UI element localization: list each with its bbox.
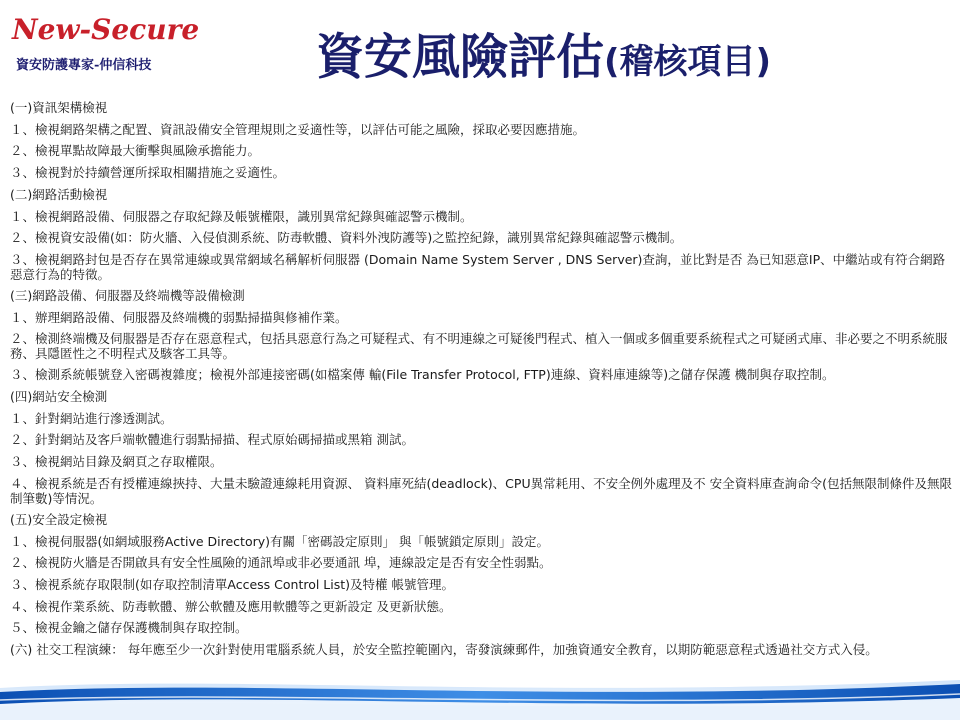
audit-item: ２、檢視防火牆是否開啟具有安全性風險的通訊埠或非必要通訊 埠，連線設定是否有安全性弱點。 [10,555,552,571]
section-heading: (二)網路活動檢視 [10,186,108,202]
section-heading: (五)安全設定檢視 [10,511,108,527]
page-title-main: 資安風險評估 [316,29,605,85]
logo [12,14,202,73]
audit-item: ４、檢視系統是否有授權連線挾持、大量未驗證連線耗用資源、 資料庫死結(deadlock)、CPU異常耗用、不安全例外處理及不 安全資料庫查詢命令(包括無限制條件及無限制筆數)等情況。 [10,475,952,506]
audit-item: ２、針對網站及客戶端軟體進行弱點掃描、程式原始碼掃描或黑箱 測試。 [10,432,414,448]
audit-item: ３、檢視網站目錄及網頁之存取權限。 [10,454,223,470]
section-heading: (四)網站安全檢測 [10,389,108,405]
audit-item: ３、檢測系統帳號登入密碼複雜度；檢視外部連接密碼(如檔案傳 輸(File Transfer Protocol, FTP)連線、資料庫連線等)之儲存保護 機制與存取控制。 [10,367,835,383]
section-heading: (三)網路設備、伺服器及終端機等設備檢測 [10,287,245,303]
page-title-sub: (稽核項目) [604,42,772,82]
audit-item: ３、檢視網路封包是否存在異常連線或異常網域名稱解析伺服器 (Domain Name System Server , DNS Server)查詢，並比對是否 為已知惡意IP、中繼站或有符合網路惡意行為的特徵。 [10,251,946,282]
audit-item-list [10,97,952,660]
audit-item: ３、檢視系統存取限制(如存取控制清單Access Control List)及特權 帳號管理。 [10,576,455,592]
footer-wave-decoration [0,670,960,720]
audit-item: ２、檢測終端機及伺服器是否存在惡意程式，包括具惡意行為之可疑程式、有不明連線之可疑後門程式、植入一個或多個重要系統程式之可疑函式庫、非必要之不明系統服務、具隱匿性之不明程式及駭客工具等。 [10,331,948,362]
audit-item: ５、檢視金鑰之儲存保護機制與存取控制。 [10,620,248,636]
audit-item: ４、檢視作業系統、防毒軟體、辦公軟體及應用軟體等之更新設定 及更新狀態。 [10,598,452,614]
audit-item: ３、檢視對於持續營運所採取相關措施之妥適性。 [10,165,286,181]
audit-item: (六) 社交工程演練： 每年應至少一次針對使用電腦系統人員，於安全監控範圍內，寄發演練郵件，加強資通安全教育，以期防範惡意程式透過社交方式入侵。 [10,642,878,658]
logo-brand: New-Secure [12,13,200,46]
audit-item: １、檢視伺服器(如網域服務Active Directory)有關「密碼設定原則」 與「帳號鎖定原則」設定。 [10,533,549,549]
audit-item: １、針對網站進行滲透測試。 [10,410,173,426]
logo-tagline: 資安防護專家-仲信科技 [16,58,152,73]
audit-item: ２、檢視資安設備(如：防火牆、入侵偵測系統、防毒軟體、資料外洩防護等)之監控紀錄，識別異常紀錄與確認警示機制。 [10,230,683,246]
audit-item: １、辦理網路設備、伺服器及終端機的弱點掃描與修補作業。 [10,309,348,325]
section-heading: (一)資訊架構檢視 [10,100,108,115]
audit-item: １、檢視網路架構之配置、資訊設備安全管理規則之妥適性等，以評估可能之風險，採取必要因應措施。 [10,121,586,137]
page-title [316,18,771,87]
audit-item: ２、檢視單點故障最大衝擊與風險承擔能力。 [10,143,261,159]
audit-item: １、檢視網路設備、伺服器之存取紀錄及帳號權限，識別異常紀錄與確認警示機制。 [10,208,473,224]
